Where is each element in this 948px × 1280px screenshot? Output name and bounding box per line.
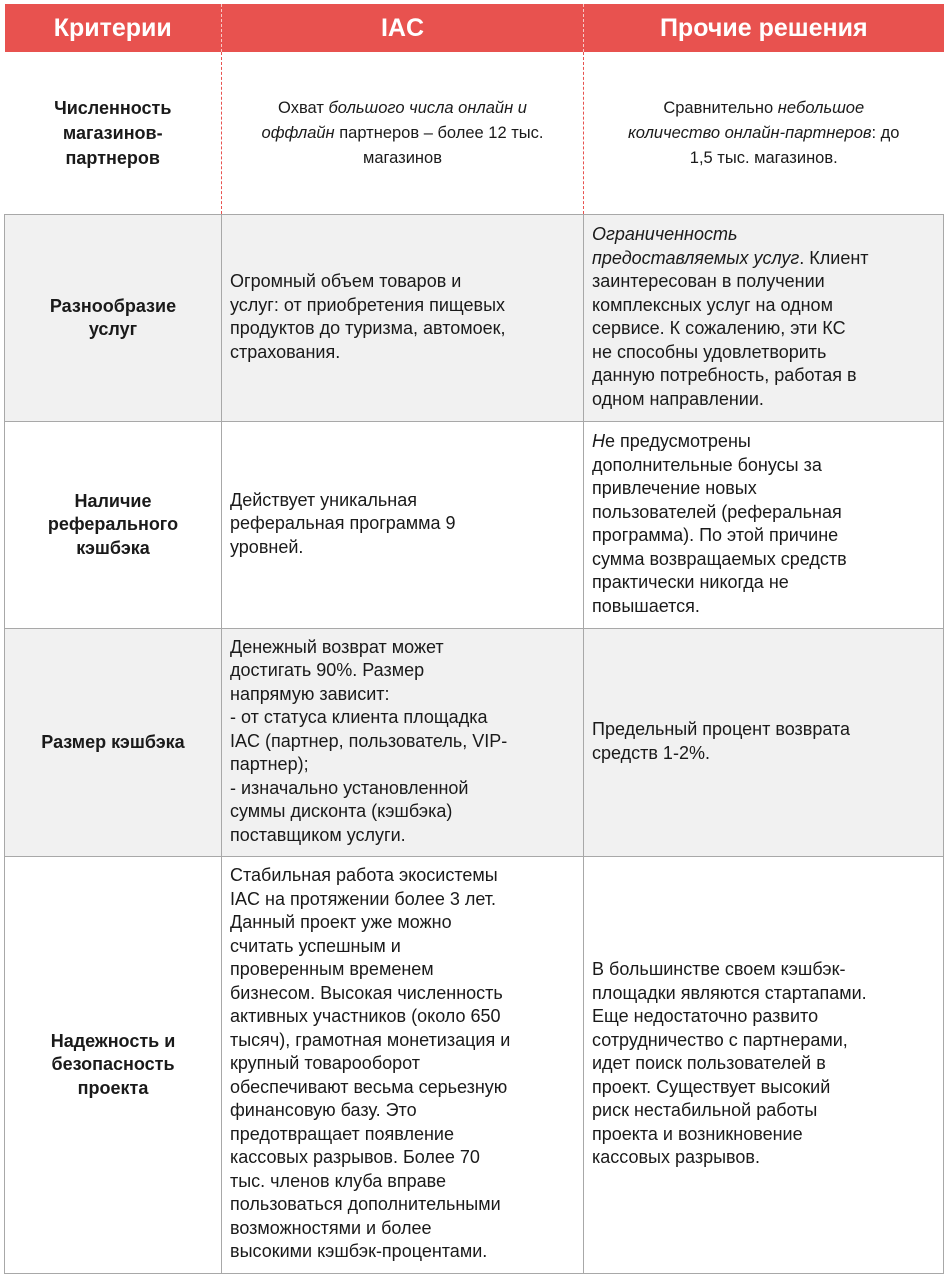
iac-service-variety: Огромный объем товаров и услуг: от приобретения пищевых продуктов до туризма, автомоек, страхования.	[222, 215, 584, 422]
header-iac: IAC	[222, 4, 584, 52]
criterion-service-variety: Разнообразие услуг	[5, 215, 222, 422]
cell-text-part: : до 1,5 тыс. магазинов.	[689, 123, 900, 167]
iac-referral-cashback: Действует уникальная реферальная программа 9 уровней.	[222, 422, 584, 629]
criterion-cashback-size: Размер кэшбэка	[5, 629, 222, 857]
other-partner-stores	[584, 52, 944, 215]
table-row	[5, 857, 944, 1274]
cell-text-part: е предусмотрены дополнительные бонусы за привлечение новых пользователей (реферальная программа). По этой причине сумма возвращаемых средств практически никогда не повышается.	[592, 431, 847, 616]
cell-text-emphasis: Ограниченность предоставляемых услуг	[592, 224, 800, 268]
table-header-row	[5, 4, 944, 52]
table-row	[5, 422, 944, 629]
other-referral-cashback	[584, 422, 944, 629]
cell-text-part: Сравнительно	[663, 98, 778, 117]
iac-cashback-size: Денежный возврат может достигать 90%. Размер напрямую зависит: - от статуса клиента площадка IAC (партнер, пользователь, VIP- партнер); - изначально установленной суммы дисконта (кэшбэка) поставщиком услуги.	[222, 629, 584, 857]
cell-text-emphasis: небольшое количество онлайн-партнеров	[628, 98, 872, 142]
criterion-reliability: Надежность и безопасность проекта	[5, 857, 222, 1274]
cell-text-emphasis: Н	[592, 431, 605, 451]
table-row	[5, 629, 944, 857]
other-cashback-size: Предельный процент возврата средств 1-2%.	[584, 629, 944, 857]
cell-text-part: партнеров – более 12 тыс. магазинов	[339, 123, 544, 167]
other-reliability: В большинстве своем кэшбэк- площадки являются стартапами. Еще недостаточно развито сотрудничество с партнерами, идет поиск пользователей в проект. Существует высокий риск нестабильной работы проекта и возникновение кассовых разрывов.	[584, 857, 944, 1274]
cell-text-emphasis: большого числа онлайн и оффлайн	[261, 98, 527, 142]
cell-text-part: . Клиент заинтересован в получении комплексных услуг на одном сервисе. К сожалению, эти КС не способны удовлетворить данную потребность, работая в одном направлении.	[592, 247, 869, 409]
iac-partner-stores	[222, 52, 584, 215]
cell-text-part: Охват	[278, 98, 329, 117]
comparison-table	[4, 4, 944, 1274]
iac-reliability: Стабильная работа экосистемы IAC на протяжении более 3 лет. Данный проект уже можно считать успешным и проверенным временем бизнесом. Высокая численность активных участников (около 650 тысяч), грамотная монетизация и крупный товарооборот обеспечивают весьма серьезную финансовую базу. Это предотвращает появление кассовых разрывов. Более 70 тыс. членов клуба вправе пользоваться дополнительными возможностями и более высокими кэшбэк-процентами.	[222, 857, 584, 1274]
table-row	[5, 52, 944, 215]
criterion-referral-cashback: Наличие реферального кэшбэка	[5, 422, 222, 629]
table-row	[5, 215, 944, 422]
header-criteria: Критерии	[5, 4, 222, 52]
other-service-variety	[584, 215, 944, 422]
header-other-solutions: Прочие решения	[584, 4, 944, 52]
criterion-partner-stores: Численность магазинов- партнеров	[54, 97, 172, 168]
